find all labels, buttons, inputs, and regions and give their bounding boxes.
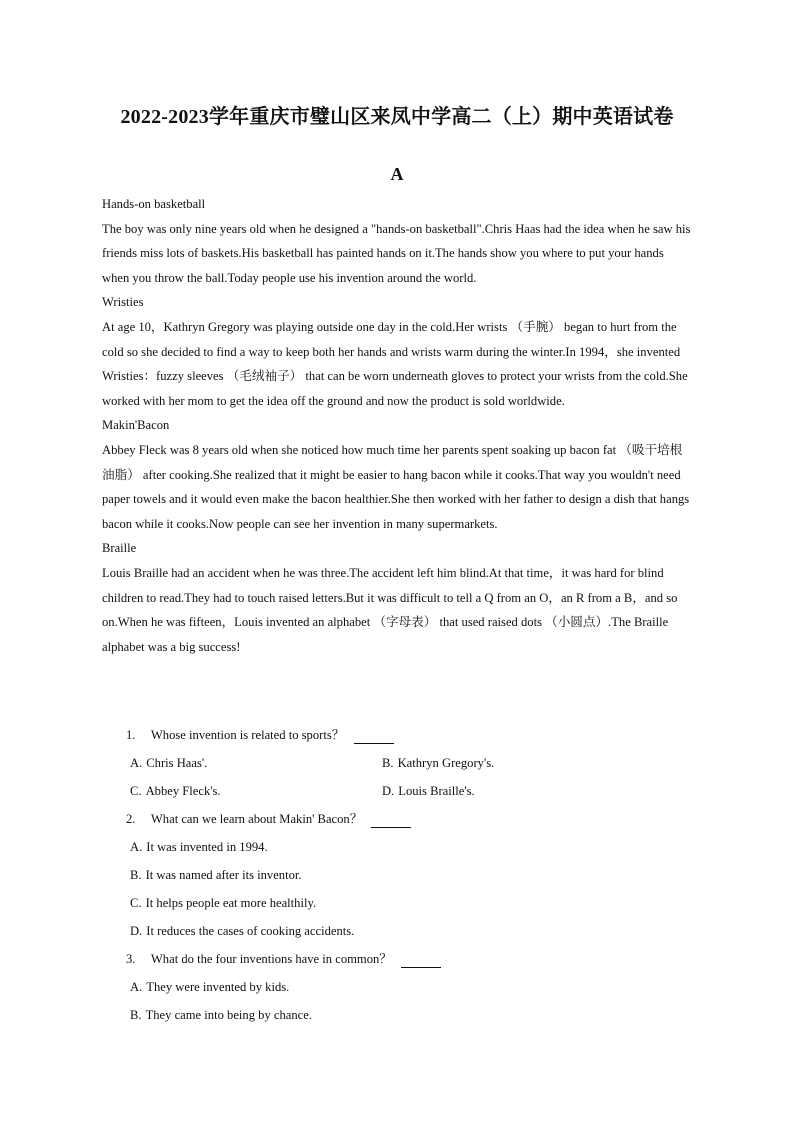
answer-option-a[interactable]: A. Chris Haas'. — [130, 756, 208, 770]
options-row — [102, 749, 692, 777]
answer-option-b[interactable]: B. They came into being by chance. — [130, 1008, 313, 1022]
answer-blank[interactable] — [371, 813, 411, 828]
answer-option-b[interactable]: B. It was named after its inventor. — [130, 868, 302, 882]
question-text: Whose invention is related to sports？ — [150, 728, 345, 742]
passage-heading-basketball: Hands-on basketball — [102, 197, 206, 211]
answer-option-a[interactable]: A. They were invented by kids. — [130, 980, 290, 994]
reading-passage — [102, 192, 692, 659]
question-list — [102, 721, 692, 1029]
answer-option-a[interactable]: A. It was invented in 1994. — [130, 840, 268, 854]
answer-option-d[interactable]: D. Louis Braille's. — [382, 784, 475, 798]
section-heading: A — [390, 164, 404, 184]
exam-title: 2022-2023学年重庆市璧山区来凤中学高二（上）期中英语试卷 — [120, 106, 674, 128]
question-number: 2. — [126, 812, 136, 826]
answer-blank[interactable] — [354, 729, 394, 744]
question-number: 1. — [126, 728, 136, 742]
answer-blank[interactable] — [401, 953, 441, 968]
question-stem — [102, 721, 692, 749]
question-stem — [102, 805, 692, 833]
answer-option-c[interactable]: C. It helps people eat more healthily. — [130, 896, 317, 910]
options-row — [102, 777, 692, 805]
passage-paragraph-basketball: The boy was only nine years old when he designed a "hands-on basketball".Chris Haas had the idea when he saw his friends miss lots of baskets.His basketball has painted hands on it.The hands show you where to put your hands when you throw the ball.Today people use his invention around the world. — [102, 221, 691, 285]
question-text: What can we learn about Makin' Bacon？ — [150, 812, 363, 826]
answer-option-d[interactable]: D. It reduces the cases of cooking accidents. — [130, 924, 355, 938]
question-stem — [102, 945, 692, 973]
answer-option-c[interactable]: C. Abbey Fleck's. — [130, 784, 221, 798]
passage-paragraph-bacon: Abbey Fleck was 8 years old when she noticed how much time her parents spent soaking up bacon fat （吸干培根油脂） after cooking.She realized that it might be easier to hang bacon while it cooks.That way you wouldn't need paper towels and it would even make the bacon healthier.She then worked with her father to design a dish that hangs bacon while it cooks.Now people can see her invention in many supermarkets. — [102, 442, 690, 531]
passage-paragraph-braille: Louis Braille had an accident when he was three.The accident left him blind.At that time，it was hard for blind children to read.They had to touch raised letters.But it was difficult to tell a Q from an O，an R from a B，and so on.When he was fifteen，Louis invented an alphabet （字母表） that used raised dots （小圆点）.The Braille alphabet was a big success! — [102, 565, 678, 654]
question-text: What do the four inventions have in common？ — [150, 952, 392, 966]
answer-option-b[interactable]: B. Kathryn Gregory's. — [382, 756, 495, 770]
question-number: 3. — [126, 952, 136, 966]
passage-heading-braille: Braille — [102, 541, 137, 556]
passage-heading-bacon: Makin'Bacon — [102, 418, 170, 433]
passage-heading-wristies: Wristies — [102, 295, 144, 310]
passage-paragraph-wristies: At age 10，Kathryn Gregory was playing outside one day in the cold.Her wrists （手腕） began to hurt from the cold so she decided to find a way to keep both her hands and wrists warm during the winter.In 1994，she invented Wristies：fuzzy sleeves （毛绒袖子） that can be worn underneath gloves to protect your wrists from the cold.She worked with her mom to get the idea off the ground and now the product is sold worldwide. — [102, 319, 688, 408]
